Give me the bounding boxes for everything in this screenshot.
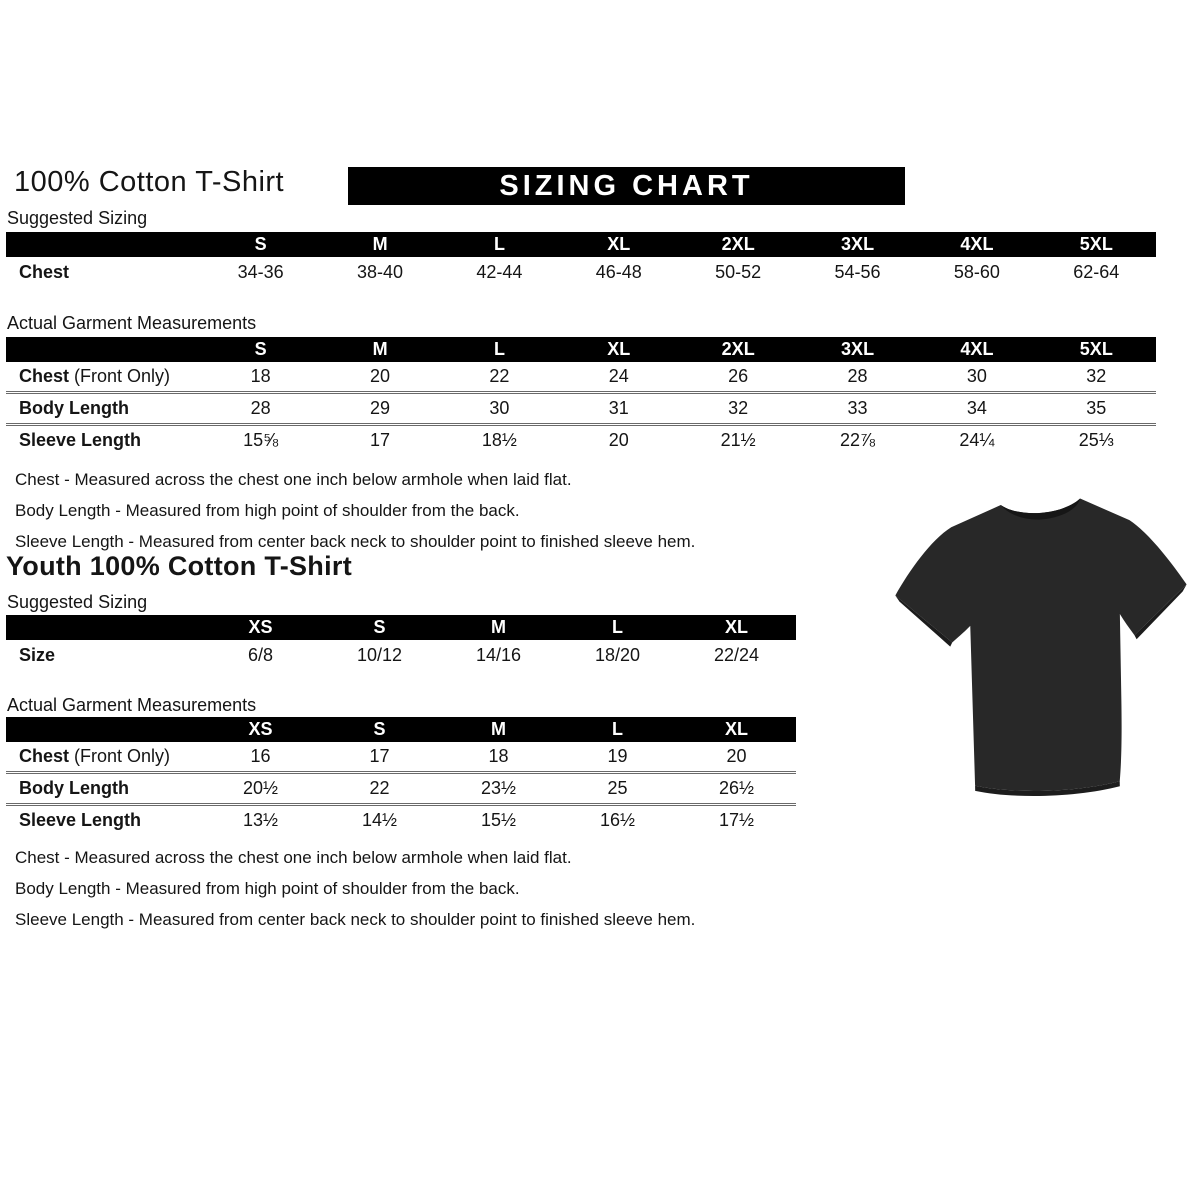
cell-value: 35 [1086,398,1107,418]
youth-suggested-header-row [6,615,796,640]
cell-value: 46-48 [595,262,642,282]
row-label-main: Chest [19,746,70,766]
row-label: Body Length [19,778,129,798]
cell-value: 17 [369,746,390,766]
cell-value: 18/20 [594,645,641,665]
cell-value: 14½ [361,810,398,830]
column-header-m: M [372,339,388,359]
cell-value: 22 [369,778,390,798]
cell-value: 14/16 [475,645,522,665]
adult-suggested-header-row [6,232,1156,257]
row-label: Chest [19,262,70,282]
row-label: Sleeve Length [19,430,142,450]
youth-actual-header-row [6,717,796,742]
cell-value: 32 [1086,366,1107,386]
note-body-length: Body Length - Measured from high point of shoulder from the back. [15,501,520,520]
cell-value: 16½ [599,810,636,830]
table-row-size [6,640,796,671]
row-label-note: (Front Only) [74,746,171,766]
note-body-length: Body Length - Measured from high point of shoulder from the back. [15,879,520,898]
cell-value: 18½ [481,430,517,450]
row-label [6,366,201,387]
table-row-body-length [6,391,1156,423]
row-label-main: Chest [19,366,70,386]
cell-value: 50-52 [715,262,762,282]
table-row-body-length [6,771,796,803]
cell-value: 54-56 [834,262,881,282]
cell-value: 30 [489,398,510,418]
cell-value: 22 [489,366,510,386]
cell-value: 10/12 [356,645,403,665]
row-label: Size [19,645,56,665]
column-header-l: L [493,339,505,359]
cell-value: 25 [607,778,628,798]
adult-actual-table [6,337,1156,455]
cell-value: 28 [847,366,868,386]
column-header-xl: XL [607,234,631,254]
column-header-xl: XL [607,339,631,359]
note-chest: Chest - Measured across the chest one inch below armhole when laid flat. [15,848,572,867]
cell-value: 23½ [480,778,517,798]
column-header-xs: XS [248,719,273,739]
cell-value: 18 [250,366,271,386]
cell-value: 29 [370,398,391,418]
cell-value: 33 [847,398,868,418]
column-header-2xl: 2XL [721,339,755,359]
cell-value: 20½ [242,778,279,798]
cell-value: 34 [966,398,987,418]
cell-value: 26 [728,366,749,386]
column-header-5xl: 5XL [1079,234,1113,254]
cell-value: 24¼ [959,430,995,450]
cell-value: 42-44 [476,262,523,282]
cell-value: 13½ [242,810,279,830]
youth-actual-label: Actual Garment Measurements [7,695,257,715]
column-header-m: M [491,719,506,739]
column-header-m: M [372,234,388,254]
cell-value: 26½ [718,778,755,798]
note-sleeve-length: Sleeve Length - Measured from center back neck to shoulder point to finished sleeve hem. [15,532,696,551]
table-row-chest-front-only [6,362,1156,391]
row-label [6,746,201,767]
cell-value: 58-60 [953,262,1000,282]
row-label: Body Length [19,398,129,418]
column-header-4xl: 4XL [960,339,994,359]
row-label-note: (Front Only) [74,366,171,386]
cell-value: 38-40 [357,262,404,282]
note-chest: Chest - Measured across the chest one inch below armhole when laid flat. [15,470,572,489]
column-header-4xl: 4XL [960,234,994,254]
cell-value: 17 [370,430,391,450]
adult-suggested-label: Suggested Sizing [7,208,148,228]
youth-suggested-table [6,615,796,671]
column-header-m: M [491,617,506,637]
youth-title: Youth 100% Cotton T-Shirt [6,551,352,581]
cell-value: 18 [488,746,509,766]
cell-value: 22⅞ [840,430,876,450]
youth-suggested-label: Suggested Sizing [7,592,148,612]
column-header-3xl: 3XL [841,339,875,359]
adult-actual-header-row [6,337,1156,362]
youth-actual-table [6,717,796,835]
page-title: 100% Cotton T-Shirt [14,166,285,198]
column-header-l: L [612,617,623,637]
cell-value: 34-36 [237,262,284,282]
column-header-3xl: 3XL [841,234,875,254]
column-header-xl: XL [724,719,748,739]
column-header-l: L [493,234,505,254]
row-label: Sleeve Length [19,810,142,830]
table-row-sleeve-length [6,803,796,835]
cell-value: 17½ [718,810,755,830]
sizing-chart-banner [348,167,905,205]
cell-value: 32 [728,398,749,418]
column-header-s: S [373,617,386,637]
column-header-s: S [254,339,267,359]
column-header-l: L [612,719,623,739]
column-header-s: S [373,719,386,739]
adult-measurement-notes [15,464,695,557]
cell-value: 20 [370,366,391,386]
cell-value: 30 [966,366,987,386]
cell-value: 16 [250,746,271,766]
column-header-xs: XS [248,617,273,637]
cell-value: 15½ [480,810,517,830]
cell-value: 62-64 [1073,262,1120,282]
table-row-chest [6,257,1156,288]
cell-value: 22/24 [713,645,760,665]
cell-value: 20 [608,430,629,450]
note-sleeve-length: Sleeve Length - Measured from center back neck to shoulder point to finished sleeve hem. [15,910,696,929]
column-header-5xl: 5XL [1079,339,1113,359]
column-header-2xl: 2XL [721,234,755,254]
adult-actual-label: Actual Garment Measurements [7,313,257,333]
cell-value: 25⅓ [1078,430,1114,450]
cell-value: 24 [608,366,629,386]
cell-value: 31 [608,398,629,418]
cell-value: 21½ [720,430,756,450]
cell-value: 20 [726,746,747,766]
banner-text: SIZING CHART [499,169,754,202]
black-tshirt-image [889,486,1195,808]
cell-value: 6/8 [247,645,274,665]
cell-value: 15⅝ [243,430,279,450]
table-row-chest-front-only [6,742,796,771]
cell-value: 28 [250,398,271,418]
table-row-sleeve-length [6,423,1156,455]
youth-measurement-notes [15,842,695,935]
column-header-s: S [254,234,267,254]
adult-suggested-table [6,232,1156,288]
cell-value: 19 [607,746,628,766]
column-header-xl: XL [724,617,748,637]
